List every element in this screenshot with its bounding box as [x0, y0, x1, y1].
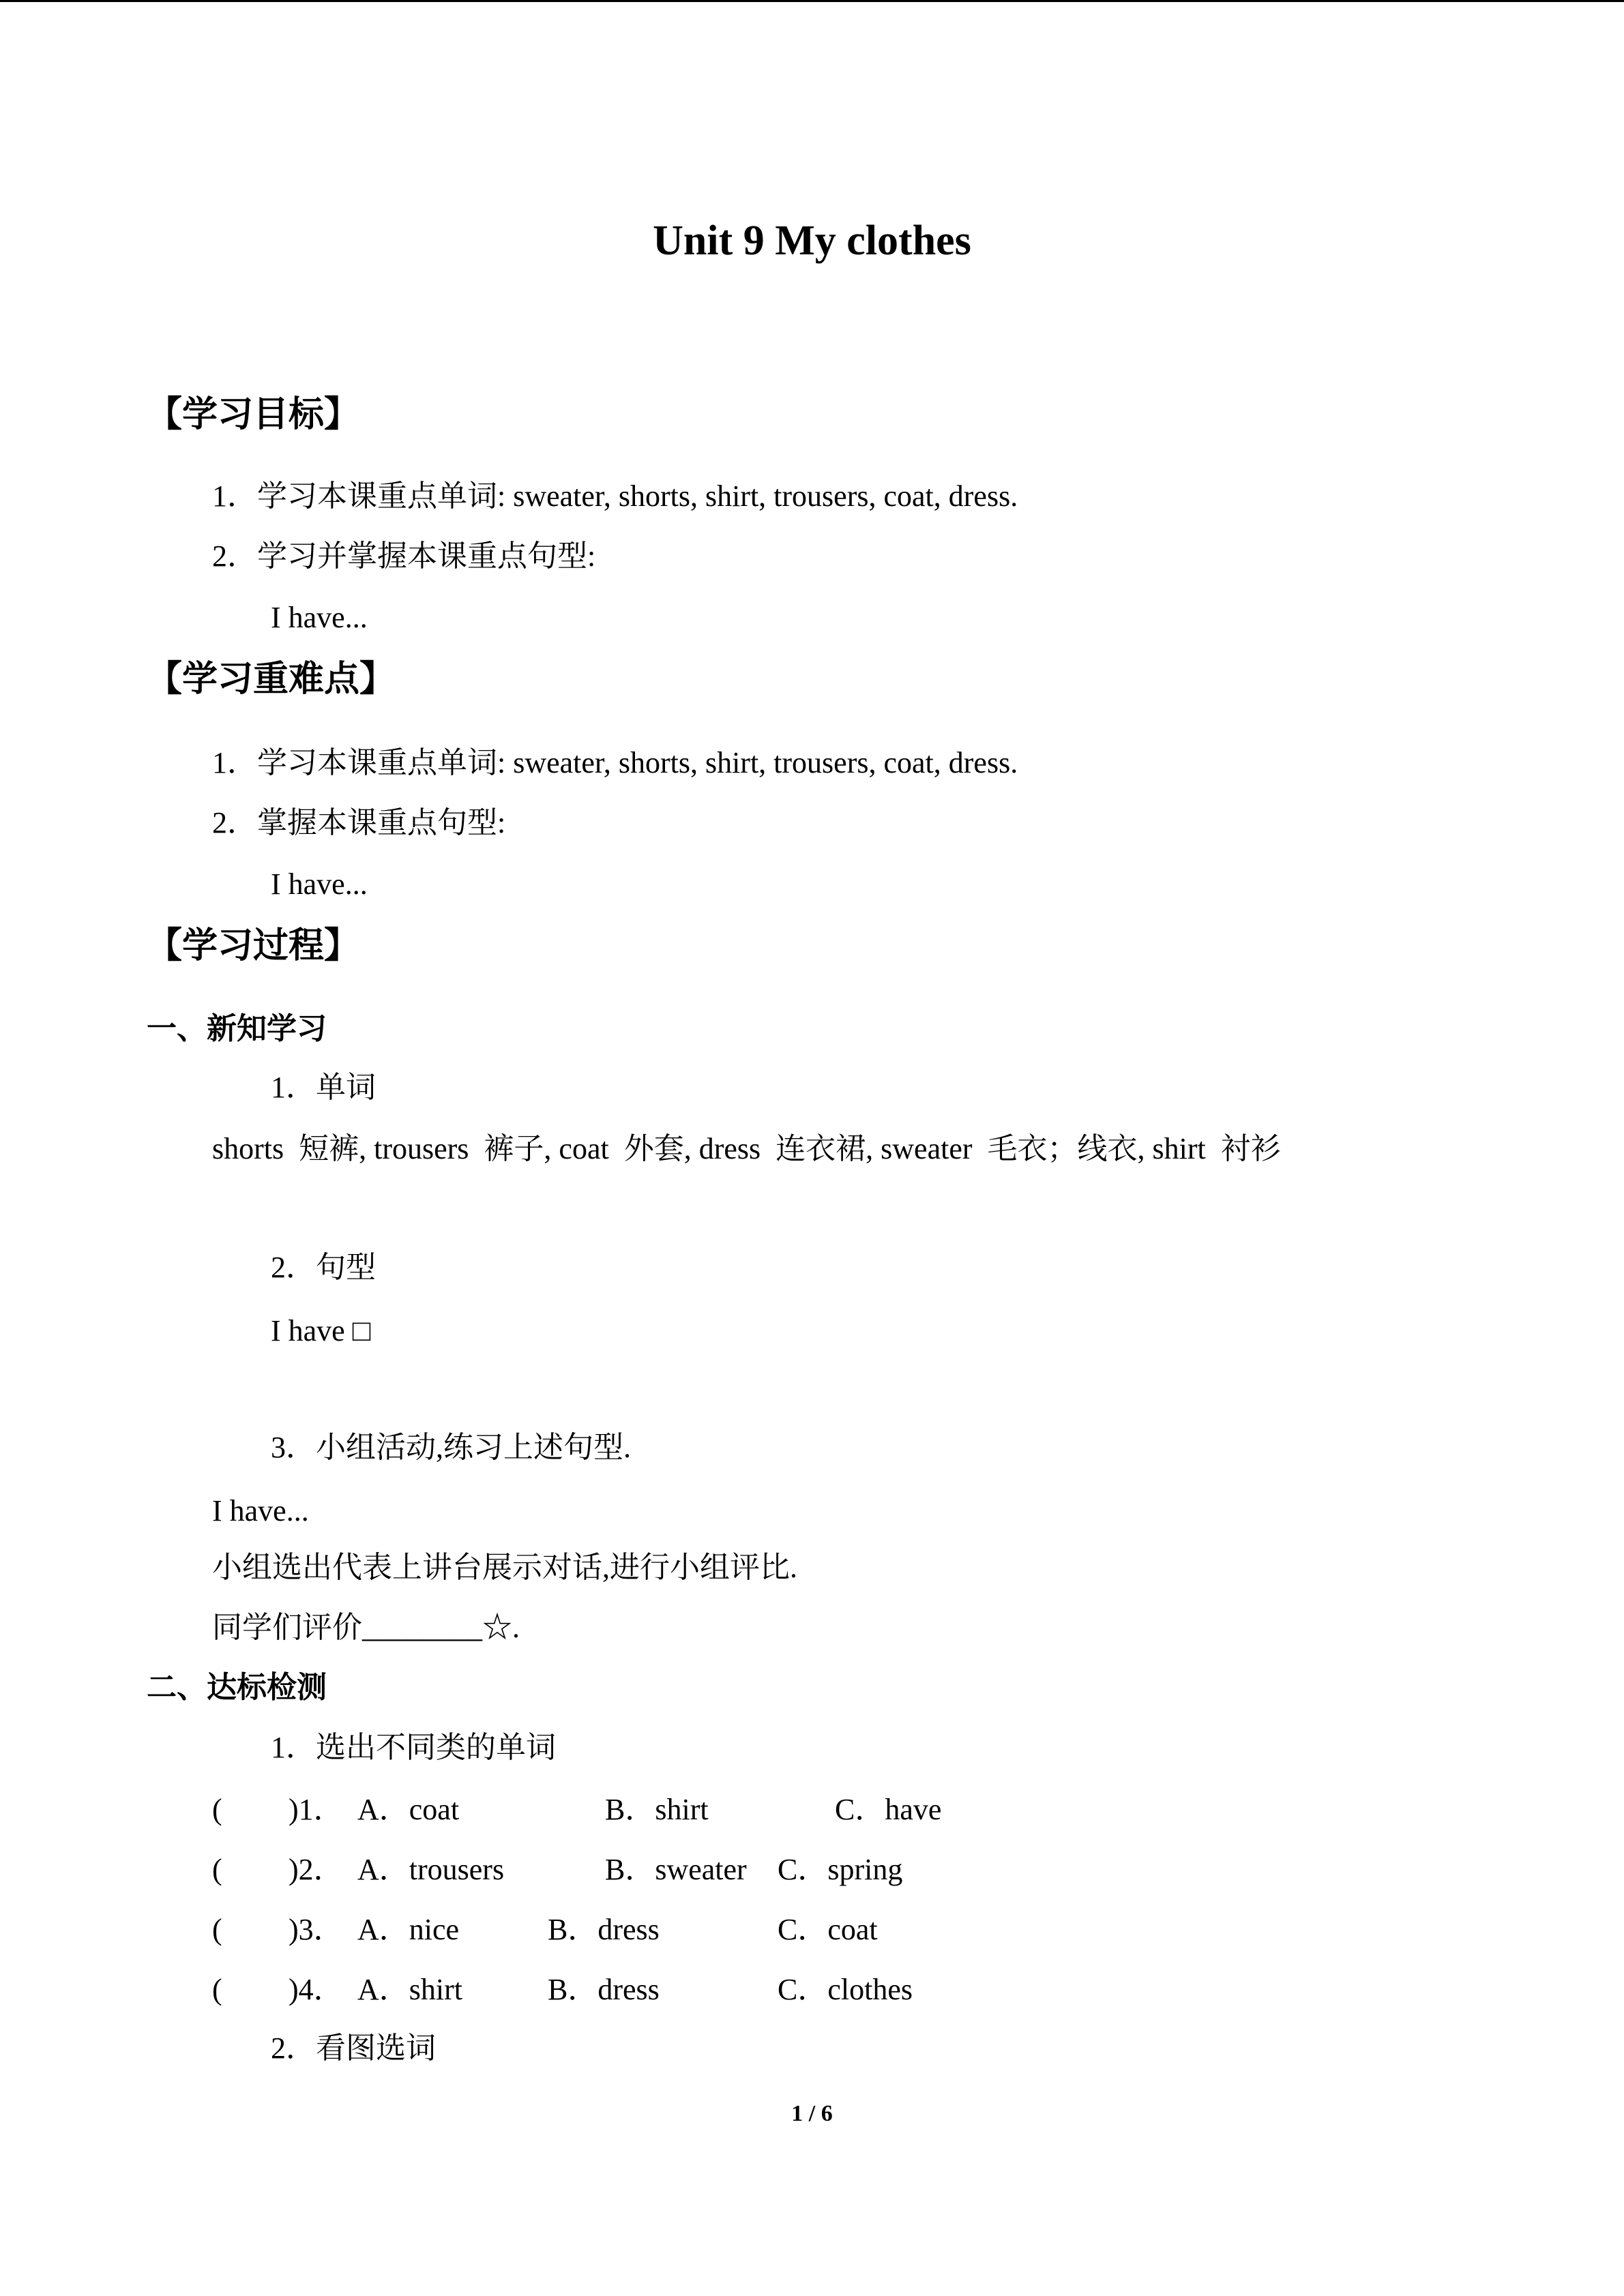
subsection-heading-new-knowledge: 一、新知学习 — [147, 1011, 327, 1046]
option-c: C．have — [835, 1793, 942, 1826]
question-number: )1． — [289, 1793, 344, 1826]
option-c: C．clothes — [778, 1973, 913, 2006]
key-points-item-1: 1．学习本课重点单词: sweater, shorts, shirt, trousers, coat, dress. — [212, 746, 1018, 779]
top-border-line — [0, 0, 1624, 2]
activity-label: 3．小组活动,练习上述句型. — [271, 1431, 631, 1464]
answer-paren-open: ( — [212, 1793, 222, 1826]
answer-paren-open: ( — [212, 1973, 222, 2006]
section-heading-key-points: 【学习重难点】 — [147, 659, 396, 700]
section-heading-goals: 【学习目标】 — [147, 394, 360, 435]
section-heading-process: 【学习过程】 — [147, 925, 360, 966]
option-c: C．coat — [778, 1913, 878, 1946]
goals-item-2: 2．学习并掌握本课重点句型: — [212, 539, 596, 573]
option-a: A．nice — [357, 1913, 460, 1946]
option-b: B．dress — [548, 1913, 660, 1946]
pattern-label: 2．句型 — [271, 1251, 376, 1284]
key-points-pattern: I have... — [271, 867, 368, 901]
option-a: A．coat — [357, 1793, 460, 1826]
page-title: Unit 9 My clothes — [653, 218, 971, 264]
goals-pattern: I have... — [271, 601, 368, 634]
question-1-label: 1．选出不同类的单词 — [271, 1731, 556, 1764]
option-c: C．spring — [778, 1853, 903, 1886]
pattern-text: I have □ — [271, 1314, 371, 1347]
option-b: B．sweater — [605, 1853, 747, 1886]
question-number: )4． — [289, 1973, 344, 2006]
goals-item-1: 1．学习本课重点单词: sweater, shorts, shirt, trousers, coat, dress. — [212, 479, 1018, 513]
question-number: )2． — [289, 1853, 344, 1886]
key-points-item-2: 2．掌握本课重点句型: — [212, 806, 506, 839]
subsection-heading-assessment: 二、达标检测 — [147, 1670, 327, 1705]
option-a: A．trousers — [357, 1853, 505, 1886]
activity-description: 小组选出代表上讲台展示对话,进行小组评比. — [212, 1551, 797, 1584]
evaluation-line: 同学们评价________☆. — [212, 1611, 520, 1644]
question-number: )3． — [289, 1913, 344, 1946]
option-b: B．dress — [548, 1973, 660, 2006]
question-2-label: 2．看图选词 — [271, 2031, 436, 2065]
answer-paren-open: ( — [212, 1853, 222, 1886]
option-b: B．shirt — [605, 1793, 709, 1826]
option-a: A．shirt — [357, 1973, 462, 2006]
activity-pattern: I have... — [212, 1494, 309, 1527]
vocabulary-list: shorts 短裤, trousers 裤子, coat 外套, dress 连衣裙, sweater 毛衣；线衣, shirt 衬衫 — [212, 1132, 1281, 1165]
words-label: 1．单词 — [271, 1071, 376, 1104]
answer-paren-open: ( — [212, 1913, 222, 1946]
page-number: 1 / 6 — [791, 2101, 833, 2126]
